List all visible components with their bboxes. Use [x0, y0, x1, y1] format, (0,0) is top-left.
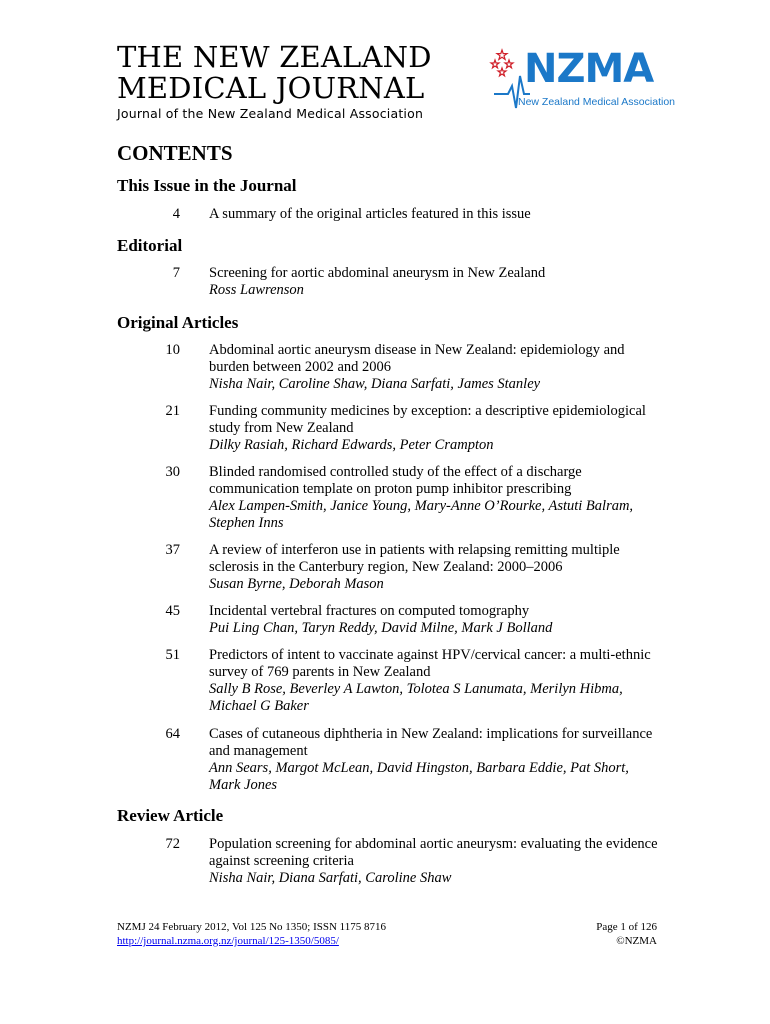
entry-authors: Nisha Nair, Caroline Shaw, Diana Sarfati, James Stanley — [209, 376, 541, 392]
entry-title: Cases of cutaneous diphtheria in New Zealand: implications for surveillance and management — [209, 726, 653, 759]
entry-title: Population screening for abdominal aortic aneurysm: evaluating the evidence against screening criteria — [209, 836, 658, 869]
entry-authors: Alex Lampen-Smith, Janice Young, Mary-Anne O’Rourke, Astuti Balram, Stephen Inns — [209, 498, 634, 531]
section-heading: Editorial — [117, 236, 183, 255]
footer-page-block — [596, 920, 657, 948]
page-counter: Page 1 of 126 — [596, 921, 657, 933]
logo-tagline: New Zealand Medical Association — [518, 96, 675, 108]
entry-authors: Ross Lawrenson — [209, 282, 304, 298]
entry-page-number: 64 — [165, 726, 180, 742]
entry-title: Predictors of intent to vaccinate against HPV/cervical cancer: a multi-ethnic survey of 769 parents in New Zealand — [209, 647, 651, 680]
section-heading: Review Article — [117, 806, 224, 825]
article-url-link[interactable]: http://journal.nzma.org.nz/journal/125-1350/5085/ — [117, 935, 339, 947]
entry-page-number: 45 — [165, 603, 180, 619]
entry-page-number: 7 — [172, 265, 180, 281]
entry-title: Blinded randomised controlled study of the effect of a discharge communication template on proton pump inhibitor prescribing — [209, 464, 582, 497]
entry-authors: Susan Byrne, Deborah Mason — [209, 576, 384, 592]
entry-title: A review of interferon use in patients with relapsing remitting multiple sclerosis in the Canterbury region, New Zealand: 2000–2006 — [209, 542, 620, 575]
section-heading: Original Articles — [117, 313, 239, 332]
logo-wordmark: NZMA — [524, 46, 654, 92]
entry-title: Funding community medicines by exception: a descriptive epidemiological study from New Zealand — [209, 403, 646, 436]
entry-page-number: 51 — [165, 647, 180, 663]
entry-page-number: 30 — [165, 464, 180, 480]
entry-authors: Nisha Nair, Diana Sarfati, Caroline Shaw — [209, 870, 452, 886]
contents-heading: CONTENTS — [117, 141, 233, 165]
copyright-notice: ©NZMA — [616, 935, 657, 947]
nzma-logo — [488, 46, 675, 116]
entry-page-number: 72 — [165, 836, 180, 852]
entry-page-number: 10 — [165, 342, 180, 358]
entry-authors: Ann Sears, Margot McLean, David Hingston, Barbara Eddie, Pat Short, Mark Jones — [209, 760, 629, 793]
entry-title: Screening for aortic abdominal aneurysm in New Zealand — [209, 265, 546, 281]
footer-citation-block — [117, 920, 386, 948]
section-heading: This Issue in the Journal — [117, 176, 297, 195]
entry-title: Abdominal aortic aneurysm disease in New Zealand: epidemiology and burden between 2002 and 2006 — [209, 342, 625, 375]
entry-authors: Dilky Rasiah, Richard Edwards, Peter Crampton — [209, 437, 494, 453]
journal-title-line-1: THE NEW ZEALAND — [117, 40, 432, 74]
journal-masthead — [117, 42, 457, 121]
entry-page-number: 21 — [165, 403, 180, 419]
entry-page-number: 37 — [165, 542, 180, 558]
footer-citation: NZMJ 24 February 2012, Vol 125 No 1350; ISSN 1175 8716 — [117, 921, 387, 933]
entry-authors: Pui Ling Chan, Taryn Reddy, David Milne, Mark J Bolland — [209, 620, 553, 636]
journal-title-line-2: MEDICAL JOURNAL — [117, 71, 425, 105]
entry-page-number: 4 — [172, 206, 180, 222]
journal-subtitle: Journal of the New Zealand Medical Association — [117, 106, 424, 121]
entry-authors: Sally B Rose, Beverley A Lawton, Tolotea S Lanumata, Merilyn Hibma, Michael G Baker — [209, 681, 623, 714]
entry-title: A summary of the original articles featured in this issue — [209, 206, 531, 222]
entry-title: Incidental vertebral fractures on computed tomography — [209, 603, 530, 619]
